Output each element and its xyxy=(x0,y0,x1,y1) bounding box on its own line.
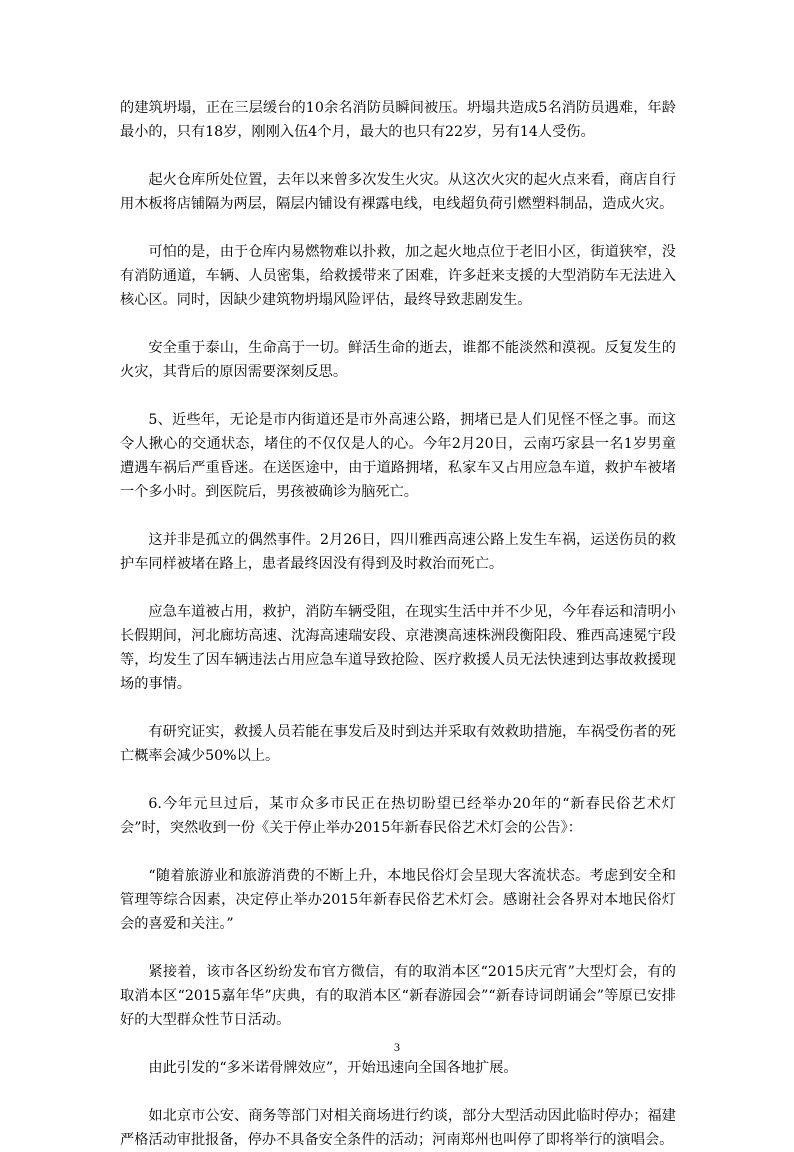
paragraph-lantern-festival: 6.今年元旦过后，某市众多市民正在热切盼望已经举办20年的“新春民俗艺术灯会”时，突然收到一份《关于停止举办2015年新春民俗艺术灯会的公告》： xyxy=(120,796,676,836)
paragraph-safety-reflection: 安全重于泰山，生命高于一切。鲜活生命的逝去，谁都不能淡然和漠视。反复发生的火灾，其背后的原因需要深刻反思。 xyxy=(120,340,676,380)
paragraph-domino-effect: 由此引发的“多米诺骨牌效应”，开始迅速向全国各地扩展。 xyxy=(148,1060,518,1076)
paragraph-fire-cause: 起火仓库所处位置，去年以来曾多次发生火灾。从这次火灾的起火点来看，商店自行用木板将店铺隔为两层，隔层内铺设有裸露电线，电线超负荷引燃塑料制品，造成火灾。 xyxy=(120,172,676,212)
document-body xyxy=(120,96,676,1152)
paragraph-emergency-lane: 应急车道被占用，救护，消防车辆受阻，在现实生活中并不少见，今年春运和清明小长假期间，河北廊坊高速、沈海高速瑞安段、京港澳高速株洲段衡阳段、雅西高速冕宁段等，均发生了因车辆违法占用应急车道导致抢险、医疗救援人员无法快速到达事故救援现场的事情。 xyxy=(120,604,676,692)
paragraph-research-finding: 有研究证实，救援人员若能在事发后及时到达并采取有效救助措施，车祸受伤者的死亡概率会减少50%以上。 xyxy=(120,724,676,764)
paragraph-announcement-quote: “随着旅游业和旅游消费的不断上升，本地民俗灯会呈现大客流状态。考虑到安全和管理等综合因素，决定停止举办2015年新春民俗艺术灯会。感谢社会各界对本地民俗灯会的喜爱和关注。” xyxy=(120,868,676,932)
paragraph-traffic-congestion: 5、近些年，无论是市内街道还是市外高速公路，拥堵已是人们见怪不怪之事。而这令人揪心的交通状态，堵住的不仅仅是人的心。今年2月20日，云南巧家县一名1岁男童遭遇车祸后严重昏迷。在送医途中，由于道路拥堵，私家车又占用应急车道，救护车被堵一个多小时。到医院后，男孩被确诊为脑死亡。 xyxy=(120,412,676,500)
paragraph-rescue-difficulty: 可怕的是，由于仓库内易燃物难以扑救，加之起火地点位于老旧小区，街道狭窄，没有消防通道，车辆、人员密集，给救援带来了困难，许多赶来支援的大型消防车无法进入核心区。同时，因缺少建筑物坍塌风险评估，最终导致悲剧发生。 xyxy=(120,244,676,308)
paragraph-district-cancellations: 紧接着，该市各区纷纷发布官方微信，有的取消本区“2015庆元宵”大型灯会，有的取消本区“2015嘉年华”庆典，有的取消本区“新春游园会”“新春诗词朗诵会”等原已安排好的大型群众性节日活动。 xyxy=(120,964,676,1028)
page-number: 3 xyxy=(394,1040,400,1054)
paragraph-ambulance-blocked: 这并非是孤立的偶然事件。2月26日，四川雅西高速公路上发生车祸，运送伤员的救护车同样被堵在路上，患者最终因没有得到及时救治而死亡。 xyxy=(120,532,676,572)
paragraph-nationwide-response: 如北京市公安、商务等部门对相关商场进行约谈，部分大型活动因此临时停办；福建严格活动审批报备，停办不具备安全条件的活动；河南郑州也叫停了即将举行的演唱会。 xyxy=(120,1108,676,1148)
paragraph-building-collapse: 的建筑坍塌，正在三层缓台的10余名消防员瞬间被压。坍塌共造成5名消防员遇难，年龄最小的，只有18岁，刚刚入伍4个月，最大的也只有22岁，另有14人受伤。 xyxy=(120,100,676,140)
